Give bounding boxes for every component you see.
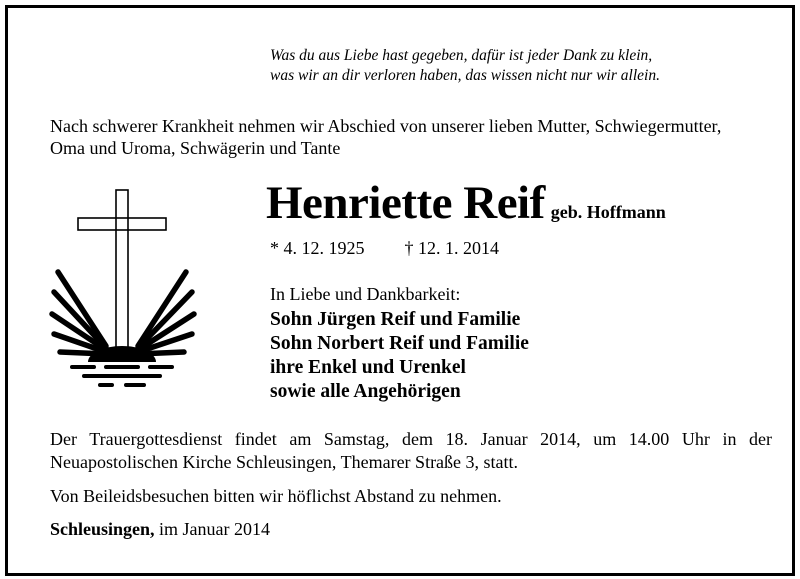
condolence-note: Von Beileidsbesuchen bitten wir höflichst Abstand zu nehmen. [50, 486, 502, 506]
motto-line-1: Was du aus Liebe hast gegeben, dafür ist jeder Dank zu klein, [270, 47, 653, 64]
death-date: † 12. 1. 2014 [404, 238, 499, 258]
mourner-item: Sohn Norbert Reif und Familie [270, 333, 529, 354]
life-dates [270, 238, 499, 259]
closing-date: im Januar 2014 [159, 519, 271, 539]
mourner-item: ihre Enkel und Urenkel [270, 357, 466, 378]
motto-verse [270, 46, 730, 86]
service-line-2: Neuapostolischen Kirche Schleusingen, Themarer Straße 3, statt. [50, 452, 519, 472]
mourner-item: sowie alle Angehörigen [270, 381, 461, 402]
obituary-notice [5, 5, 795, 576]
cross-sunrise-icon [48, 186, 198, 396]
mourners-list [270, 308, 529, 404]
motto-line-2: was wir an dir verloren haben, das wissen nicht nur wir allein. [270, 67, 660, 84]
mourner-item: Sohn Jürgen Reif und Familie [270, 309, 521, 330]
intro-line-2: Oma und Uroma, Schwägerin und Tante [50, 138, 341, 158]
funeral-service-info [50, 428, 772, 474]
closing-place: Schleusingen, [50, 519, 155, 539]
service-line-1: Der Trauergottesdienst findet am Samstag, dem 18. Januar 2014, um 14.00 Uhr in der [50, 429, 772, 449]
birth-date: * 4. 12. 1925 [270, 238, 365, 258]
deceased-name: Henriette Reif [266, 177, 545, 229]
deceased-name-line [266, 176, 666, 230]
place-date [50, 519, 270, 540]
intro-text [50, 115, 770, 159]
maiden-name: geb. Hoffmann [550, 202, 666, 222]
mourners-heading: In Liebe und Dankbarkeit: [270, 284, 461, 304]
intro-line-1: Nach schwerer Krankheit nehmen wir Abschied von unserer lieben Mutter, Schwiegermutter, [50, 116, 722, 136]
